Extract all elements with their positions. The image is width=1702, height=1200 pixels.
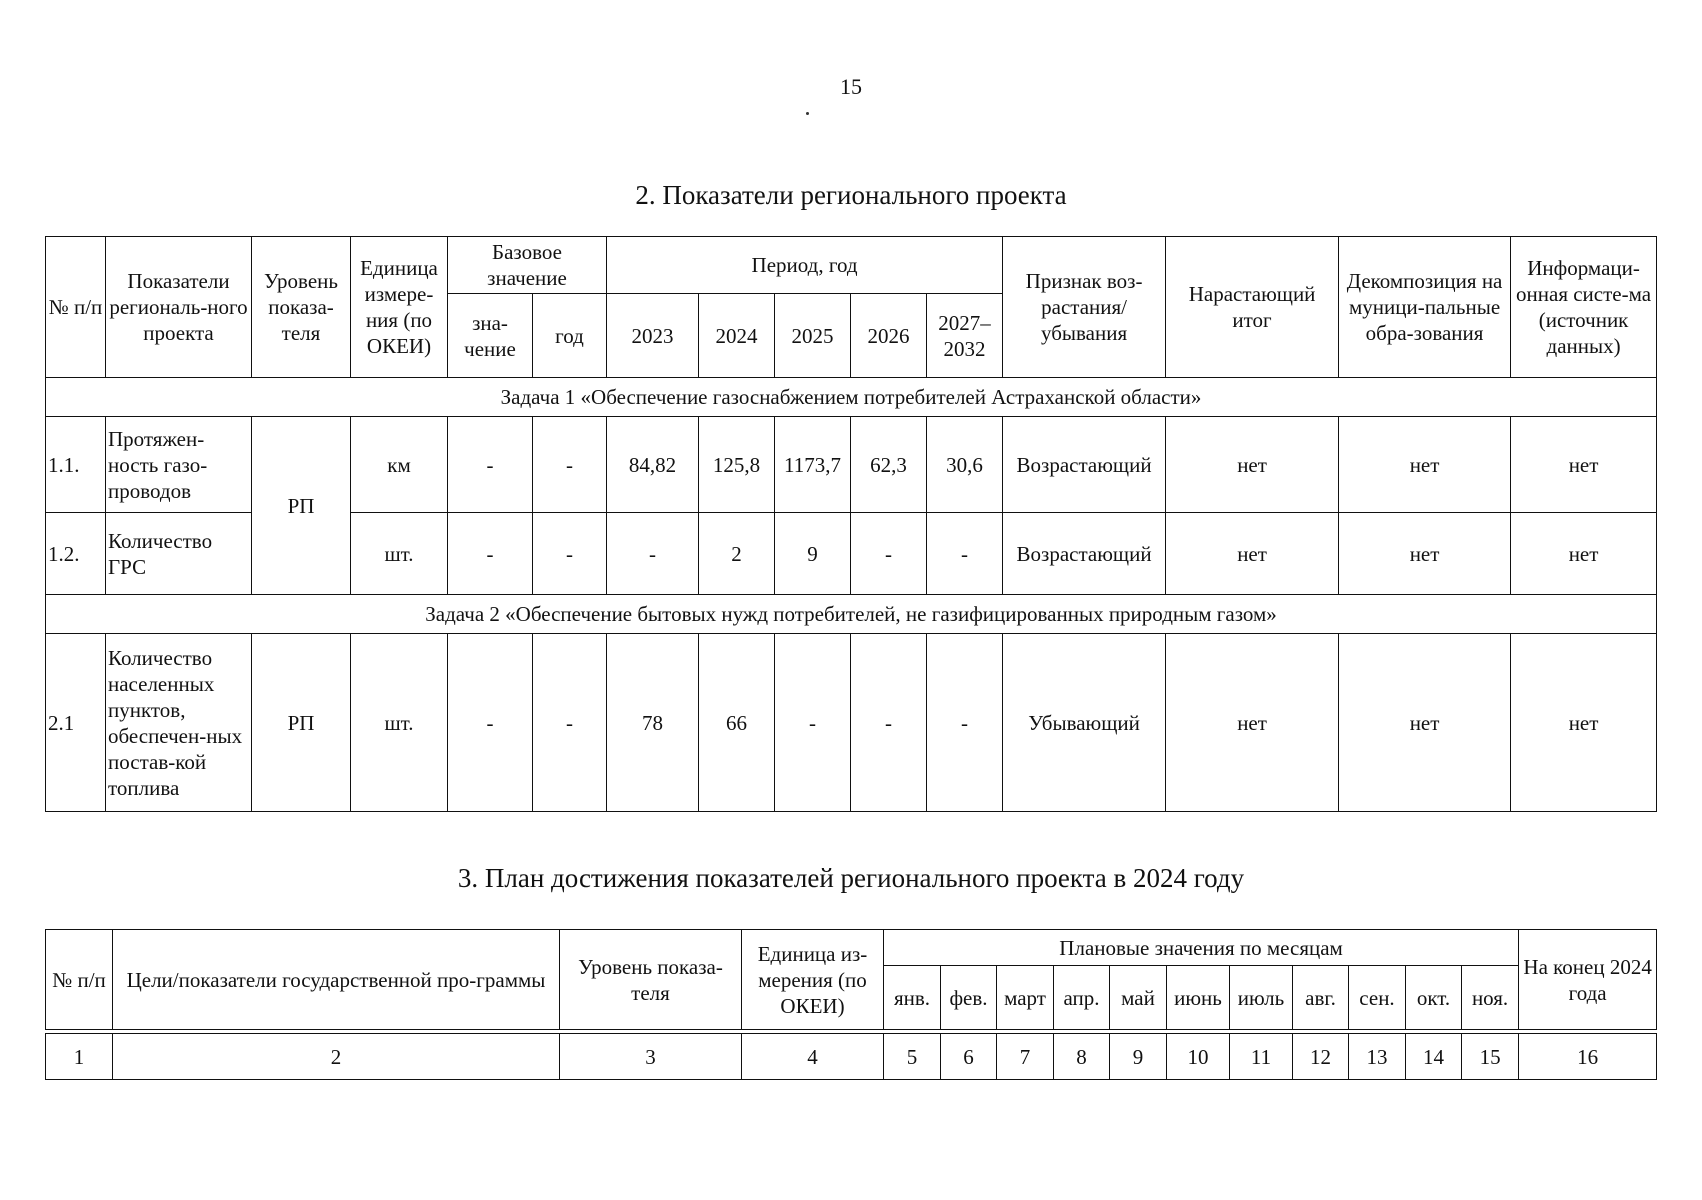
achievement-plan-table — [45, 929, 1657, 1080]
header-month: март — [997, 966, 1054, 1030]
row-info-system: нет — [1511, 513, 1657, 595]
row-base-value: - — [448, 634, 533, 812]
column-number: 4 — [742, 1034, 884, 1080]
section-2-title: 2. Показатели регионального проекта — [635, 180, 1067, 210]
header-month: ноя. — [1462, 966, 1519, 1030]
header-num: № п/п — [46, 237, 106, 378]
column-number: 2 — [113, 1034, 560, 1080]
column-number: 5 — [884, 1034, 941, 1080]
row-name: Количество населенных пунктов, обеспечен-ных постав-кой топлива — [106, 634, 252, 812]
table-row — [46, 417, 1657, 513]
header-year-end: На конец 2024 года — [1519, 930, 1657, 1030]
row-base-year: - — [533, 513, 607, 595]
row-2025: 9 — [775, 513, 851, 595]
table-row — [46, 634, 1657, 812]
row-2024: 66 — [699, 634, 775, 812]
task-2-heading: Задача 2 «Обеспечение бытовых нужд потребителей, не газифицированных природным газом» — [46, 595, 1657, 634]
row-2025: - — [775, 634, 851, 812]
row-cumulative: нет — [1166, 417, 1339, 513]
column-number-row — [46, 1034, 1657, 1080]
scan-speck — [806, 112, 809, 115]
row-level: РП — [252, 417, 351, 595]
header-month: сен. — [1349, 966, 1406, 1030]
row-base-value: - — [448, 417, 533, 513]
row-cumulative: нет — [1166, 634, 1339, 812]
row-cumulative: нет — [1166, 513, 1339, 595]
row-2026: - — [851, 513, 927, 595]
column-number: 8 — [1054, 1034, 1110, 1080]
row-2027-2032: - — [927, 513, 1003, 595]
header-year-2025: 2025 — [775, 294, 851, 378]
header-cumulative: Нарастающий итог — [1166, 237, 1339, 378]
row-unit: км — [351, 417, 448, 513]
row-base-year: - — [533, 634, 607, 812]
row-name: Протяжен-ность газо-проводов — [106, 417, 252, 513]
header-sign: Признак воз-растания/ убывания — [1003, 237, 1166, 378]
row-level: РП — [252, 634, 351, 812]
row-info-system: нет — [1511, 417, 1657, 513]
row-num: 2.1 — [46, 634, 106, 812]
column-number: 15 — [1462, 1034, 1519, 1080]
section-3-title: 3. План достижения показателей регионального проекта в 2024 году — [457, 863, 1245, 893]
row-info-system: нет — [1511, 634, 1657, 812]
header-info-system: Информаци-онная систе-ма (источник данных) — [1511, 237, 1657, 378]
row-2027-2032: - — [927, 634, 1003, 812]
row-decomposition: нет — [1339, 634, 1511, 812]
row-unit: шт. — [351, 634, 448, 812]
header-month: янв. — [884, 966, 941, 1030]
header-level: Уровень показа-теля — [560, 930, 742, 1030]
column-number: 1 — [46, 1034, 113, 1080]
header-month: апр. — [1054, 966, 1110, 1030]
row-unit: шт. — [351, 513, 448, 595]
row-2026: 62,3 — [851, 417, 927, 513]
header-period: Период, год — [607, 237, 1003, 294]
header-year-2023: 2023 — [607, 294, 699, 378]
row-2024: 2 — [699, 513, 775, 595]
column-number: 16 — [1519, 1034, 1657, 1080]
row-decomposition: нет — [1339, 513, 1511, 595]
header-year-2026: 2026 — [851, 294, 927, 378]
header-base-year: год — [533, 294, 607, 378]
row-decomposition: нет — [1339, 417, 1511, 513]
header-level: Уровень показа-теля — [252, 237, 351, 378]
row-num: 1.2. — [46, 513, 106, 595]
header-year-2024: 2024 — [699, 294, 775, 378]
row-2023: 78 — [607, 634, 699, 812]
row-sign: Убывающий — [1003, 634, 1166, 812]
header-year-2027-2032: 2027–2032 — [927, 294, 1003, 378]
row-sign: Возрастающий — [1003, 417, 1166, 513]
column-number: 13 — [1349, 1034, 1406, 1080]
row-2027-2032: 30,6 — [927, 417, 1003, 513]
header-month: авг. — [1293, 966, 1349, 1030]
header-decomposition: Декомпозиция на муници-пальные обра-зования — [1339, 237, 1511, 378]
column-number: 3 — [560, 1034, 742, 1080]
regional-indicators-table — [45, 236, 1657, 812]
row-2023: 84,82 — [607, 417, 699, 513]
header-indicator: Показатели региональ-ного проекта — [106, 237, 252, 378]
row-base-year: - — [533, 417, 607, 513]
header-num: № п/п — [46, 930, 113, 1030]
row-num: 1.1. — [46, 417, 106, 513]
row-sign: Возрастающий — [1003, 513, 1166, 595]
header-month: фев. — [941, 966, 997, 1030]
header-unit: Единица из-мерения (по ОКЕИ) — [742, 930, 884, 1030]
row-2023: - — [607, 513, 699, 595]
header-base-value: зна-чение — [448, 294, 533, 378]
header-month: июль — [1230, 966, 1293, 1030]
column-number: 11 — [1230, 1034, 1293, 1080]
row-name: Количество ГРС — [106, 513, 252, 595]
header-monthly: Плановые значения по месяцам — [884, 930, 1519, 966]
row-2024: 125,8 — [699, 417, 775, 513]
task-1-heading: Задача 1 «Обеспечение газоснабжением потребителей Астраханской области» — [46, 378, 1657, 417]
row-base-value: - — [448, 513, 533, 595]
page-number: 15 — [840, 74, 862, 99]
column-number: 6 — [941, 1034, 997, 1080]
header-month: май — [1110, 966, 1167, 1030]
header-goals: Цели/показатели государственной про-граммы — [113, 930, 560, 1030]
header-base: Базовое значение — [448, 237, 607, 294]
column-number: 10 — [1167, 1034, 1230, 1080]
row-2026: - — [851, 634, 927, 812]
column-number: 12 — [1293, 1034, 1349, 1080]
header-month: июнь — [1167, 966, 1230, 1030]
header-month: окт. — [1406, 966, 1462, 1030]
column-number: 7 — [997, 1034, 1054, 1080]
row-2025: 1173,7 — [775, 417, 851, 513]
header-unit: Единица измере-ния (по ОКЕИ) — [351, 237, 448, 378]
column-number: 14 — [1406, 1034, 1462, 1080]
column-number: 9 — [1110, 1034, 1167, 1080]
